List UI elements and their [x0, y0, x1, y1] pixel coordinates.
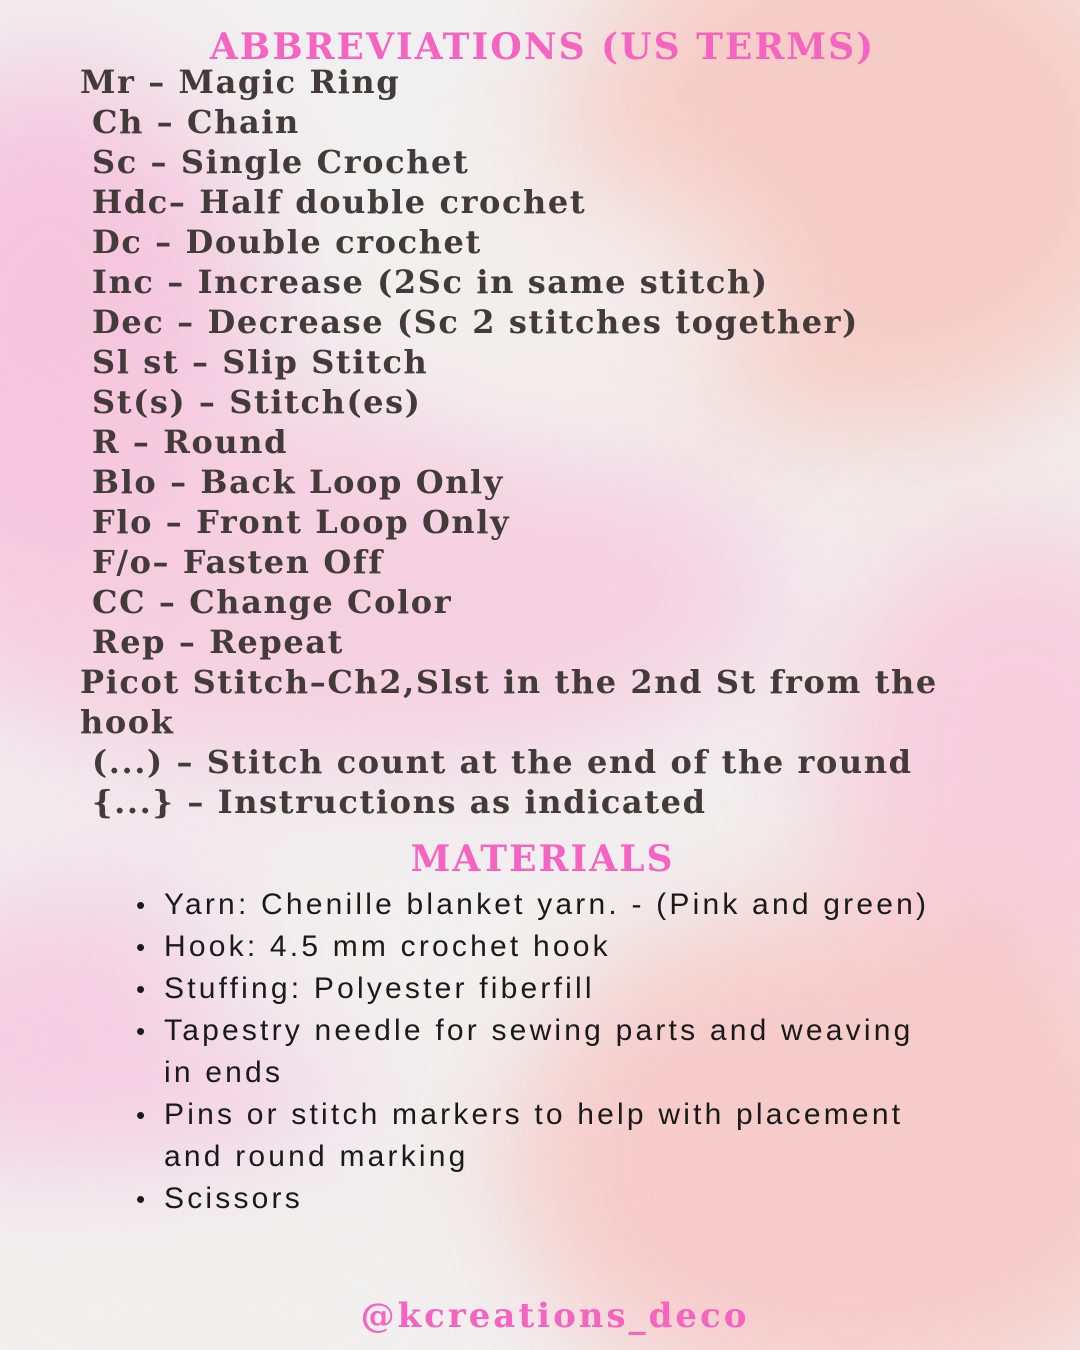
abbreviation-item: Inc – Increase (2Sc in same stitch)	[92, 263, 769, 301]
social-handle: @kcreations_deco	[360, 1296, 750, 1336]
material-item	[136, 926, 936, 968]
materials-heading: MATERIALS	[410, 838, 675, 880]
abbreviation-item: Sc – Single Crochet	[92, 143, 470, 181]
abbreviation-item: Mr – Magic Ring	[80, 63, 401, 101]
abbreviation-item: CC – Change Color	[92, 583, 453, 621]
material-item-text: Scissors	[164, 1182, 303, 1215]
abbreviations-list	[80, 62, 938, 822]
abbreviation-item: (...) – Stitch count at the end of the round	[92, 743, 913, 781]
material-item-text: Stuffing: Polyester fiberfill	[164, 972, 595, 1005]
abbreviation-item: Blo – Back Loop Only	[92, 463, 504, 501]
bullet-icon: •	[136, 890, 149, 920]
abbreviation-item: Dec – Decrease (Sc 2 stitches together)	[92, 303, 859, 341]
bullet-icon: •	[136, 1184, 149, 1214]
abbreviation-item: F/o– Fasten Off	[92, 543, 384, 581]
bullet-icon: •	[136, 1016, 149, 1046]
abbreviation-item: Hdc– Half double crochet	[92, 183, 587, 221]
material-item-text: Tapestry needle for sewing parts and weaving in ends	[164, 1014, 914, 1089]
material-item	[136, 968, 936, 1010]
abbreviation-item: Flo – Front Loop Only	[92, 503, 511, 541]
bullet-icon: •	[136, 974, 149, 1004]
abbreviation-item-continuation: hook	[80, 703, 175, 741]
material-item-text: Yarn: Chenille blanket yarn. - (Pink and green)	[164, 888, 930, 921]
abbreviation-item: Ch – Chain	[92, 103, 300, 141]
abbreviation-item: {...} – Instructions as indicated	[92, 783, 707, 821]
bullet-icon: •	[136, 1100, 149, 1130]
abbreviation-item: R – Round	[92, 423, 289, 461]
materials-list	[136, 884, 936, 1220]
abbreviation-item: St(s) – Stitch(es)	[92, 383, 422, 421]
material-item-text: Pins or stitch markers to help with placement and round marking	[164, 1098, 904, 1173]
abbreviation-item: Rep – Repeat	[92, 623, 345, 661]
abbreviations-heading: ABBREVIATIONS (US TERMS)	[209, 26, 876, 68]
material-item	[136, 1010, 936, 1094]
material-item	[136, 1178, 936, 1220]
abbreviation-item: Sl st – Slip Stitch	[92, 343, 429, 381]
material-item-text: Hook: 4.5 mm crochet hook	[164, 930, 611, 963]
material-item	[136, 884, 936, 926]
abbreviation-item: Dc – Double crochet	[92, 223, 482, 261]
material-item	[136, 1094, 936, 1178]
bullet-icon: •	[136, 932, 149, 962]
abbreviation-item: Picot Stitch–Ch2,Slst in the 2nd St from the	[80, 663, 938, 701]
